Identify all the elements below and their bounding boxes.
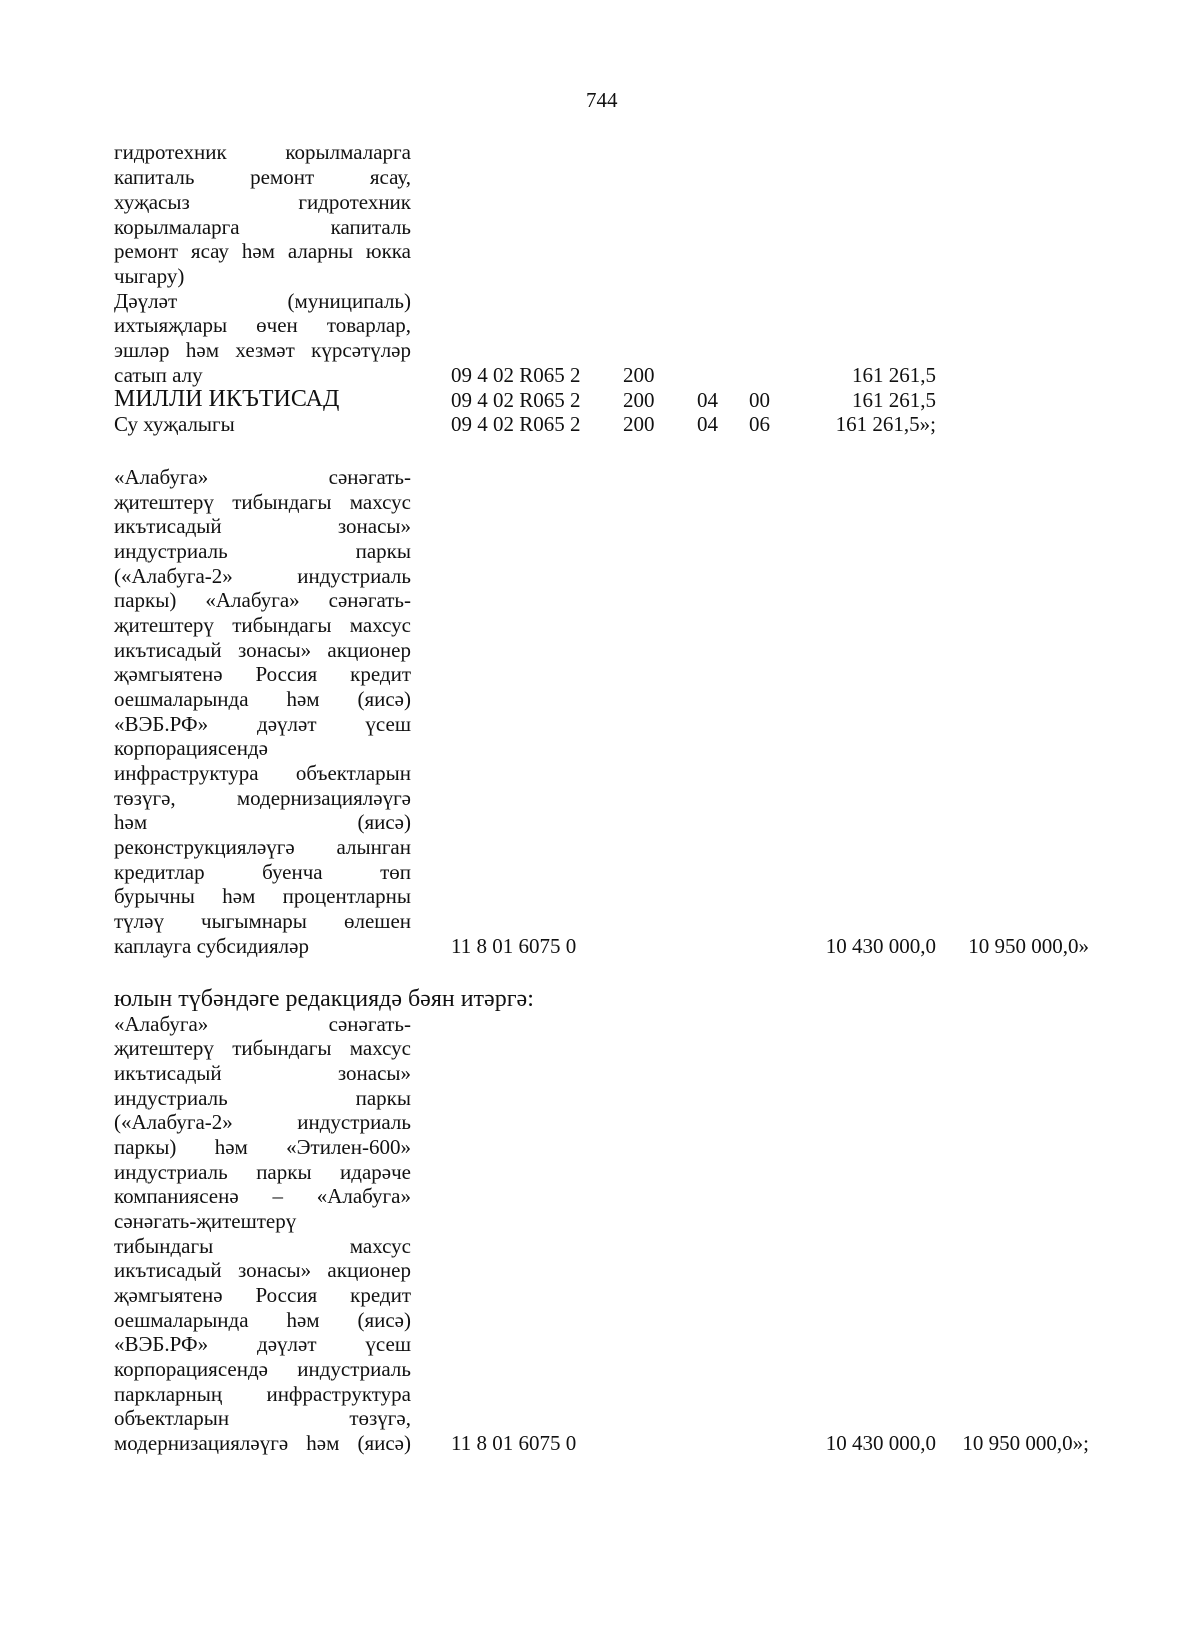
desc-line: индустриаль паркы xyxy=(114,539,411,563)
row-sum-2: 10 950 000,0» xyxy=(968,934,1089,958)
desc-line: паркларның инфраструктура xyxy=(114,1382,411,1406)
row-subsection: 00 xyxy=(749,388,770,412)
desc-line: объектларын төзүгә, xyxy=(114,1406,411,1430)
desc-line: һәм (яисә) xyxy=(114,810,411,834)
desc-line: корпорациясендә xyxy=(114,736,268,760)
desc-line: оешмаларында һәм (яисә) xyxy=(114,1308,411,1332)
row-label: МИЛЛИ ИКЪТИСАД xyxy=(114,386,340,412)
page-number: 744 xyxy=(586,88,618,112)
desc-line: («Алабуга-2» индустриаль xyxy=(114,1110,411,1134)
row-section: 04 xyxy=(697,388,718,412)
desc-line: икътисадый зонасы» акционер xyxy=(114,1258,411,1282)
row-section: 04 xyxy=(697,412,718,436)
desc-line: хуҗасыз гидротехник xyxy=(114,190,411,214)
desc-line: кредитлар буенча төп xyxy=(114,860,411,884)
row-expense-type: 200 xyxy=(623,412,655,436)
row-sum-2: 10 950 000,0»; xyxy=(962,1431,1089,1455)
desc-line: инфраструктура объектларын xyxy=(114,761,411,785)
desc-line: түләү чыгымнары өлешен xyxy=(114,909,411,933)
desc-line: капиталь ремонт ясау, xyxy=(114,165,411,189)
desc-line: икътисадый зонасы» xyxy=(114,1061,411,1085)
desc-line: «ВЭБ.РФ» дәүләт үсеш xyxy=(114,712,411,736)
row-subsection: 06 xyxy=(749,412,770,436)
desc-line: җәмгыятенә Россия кредит xyxy=(114,1283,411,1307)
row-code: 09 4 02 R065 2 xyxy=(451,412,581,436)
desc-line: паркы) «Алабуга» сәнәгать- xyxy=(114,588,411,612)
desc-line: гидротехник корылмаларга xyxy=(114,140,411,164)
desc-line: индустриаль паркы идарәче xyxy=(114,1160,411,1184)
desc-line: сатып алу xyxy=(114,363,203,387)
row-label: Су хуҗалыгы xyxy=(114,412,235,436)
desc-line: «Алабуга» сәнәгать- xyxy=(114,465,411,489)
desc-line: оешмаларында һәм (яисә) xyxy=(114,687,411,711)
desc-line: Дәүләт (муниципаль) xyxy=(114,289,411,313)
row-sum-1: 10 430 000,0 xyxy=(825,934,936,958)
desc-line: «ВЭБ.РФ» дәүләт үсеш xyxy=(114,1332,411,1356)
desc-line: икътисадый зонасы» акционер xyxy=(114,638,411,662)
row-sum-1: 161 261,5 xyxy=(852,363,936,387)
desc-line: индустриаль паркы xyxy=(114,1086,411,1110)
desc-line: эшләр һәм хезмәт күрсәтүләр xyxy=(114,338,411,362)
row-code: 09 4 02 R065 2 xyxy=(451,363,581,387)
desc-line: җитештерү тибындагы махсус xyxy=(114,613,411,637)
row-code: 11 8 01 6075 0 xyxy=(451,1431,577,1455)
desc-line: модернизацияләүгә һәм (яисә) xyxy=(114,1431,411,1455)
desc-line: чыгару) xyxy=(114,264,185,288)
row-expense-type: 200 xyxy=(623,388,655,412)
desc-line: тибындагы махсус xyxy=(114,1234,411,1258)
desc-line: ихтыяҗлары өчен товарлар, xyxy=(114,313,411,337)
row-code: 11 8 01 6075 0 xyxy=(451,934,577,958)
desc-line: («Алабуга-2» индустриаль xyxy=(114,564,411,588)
desc-line: җитештерү тибындагы махсус xyxy=(114,1036,411,1060)
desc-line: «Алабуга» сәнәгать- xyxy=(114,1012,411,1036)
desc-line: каплауга субсидияләр xyxy=(114,934,309,958)
desc-line: ремонт ясау һәм аларны юкка xyxy=(114,239,411,263)
instruction-text: юлын түбәндәге редакциядә бәян итәргә: xyxy=(114,986,534,1012)
desc-line: паркы) һәм «Этилен-600» xyxy=(114,1135,411,1159)
desc-line: икътисадый зонасы» xyxy=(114,514,411,538)
desc-line: җәмгыятенә Россия кредит xyxy=(114,662,411,686)
row-code: 09 4 02 R065 2 xyxy=(451,388,581,412)
desc-line: җитештерү тибындагы махсус xyxy=(114,490,411,514)
row-sum-1: 161 261,5 xyxy=(852,388,936,412)
row-sum-1: 10 430 000,0 xyxy=(825,1431,936,1455)
desc-line: төзүгә, модернизацияләүгә xyxy=(114,786,411,810)
row-sum-1: 161 261,5»; xyxy=(835,412,936,436)
desc-line: компаниясенә – «Алабуга» xyxy=(114,1184,411,1208)
desc-line: бурычны һәм процентларны xyxy=(114,884,411,908)
desc-line: сәнәгать-җитештерү xyxy=(114,1209,297,1233)
desc-line: корылмаларга капиталь xyxy=(114,215,411,239)
desc-line: корпорациясендә индустриаль xyxy=(114,1357,411,1381)
row-expense-type: 200 xyxy=(623,363,655,387)
desc-line: реконструкцияләүгә алынган xyxy=(114,835,411,859)
